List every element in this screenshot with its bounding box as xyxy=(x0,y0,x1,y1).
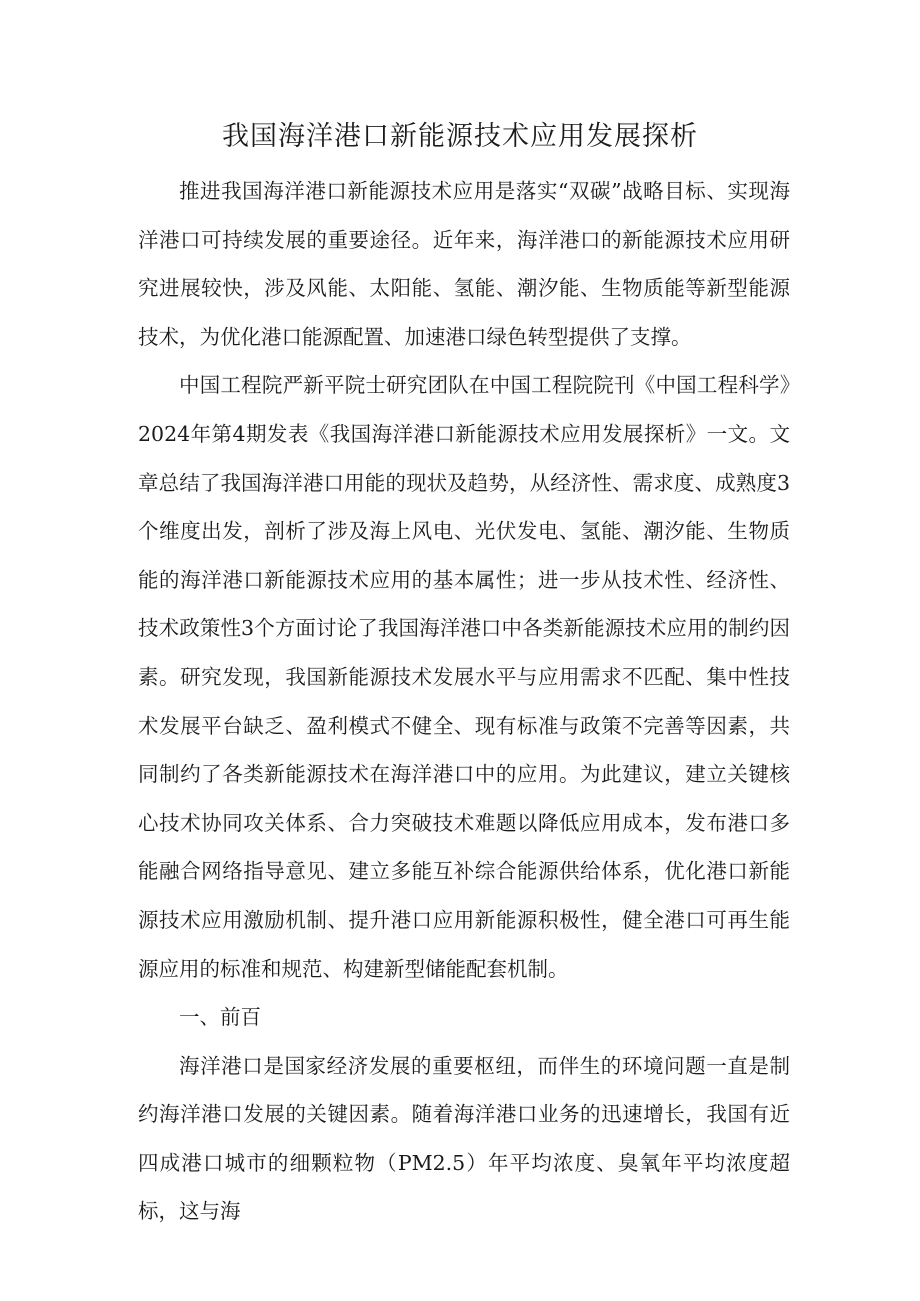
intro-paragraph: 推进我国海洋港口新能源技术应用是落实“双碳”战略目标、实现海洋港口可持续发展的重要途径。近年来，海洋港口的新能源技术应用研究进展较快，涉及风能、太阳能、氢能、潮汐能、生物质能等新型能源技术，为优化港口能源配置、加速港口绿色转型提供了支撑。 xyxy=(138,179,790,349)
document-body xyxy=(138,167,790,1236)
section-heading: 一、前百 xyxy=(179,1005,261,1030)
document-title: 我国海洋港口新能源技术应用发展探析 xyxy=(222,121,698,152)
section-paragraph: 海洋港口是国家经济发展的重要枢纽，而伴生的环境问题一直是制约海洋港口发展的关键因素。随着海洋港口业务的迅速增长，我国有近四成港口城市的细颗粒物（PM2.5）年平均浓度、臭氧年平均浓度超标，这与海 xyxy=(138,1053,790,1224)
summary-paragraph: 中国工程院严新平院士研究团队在中国工程院院刊《中国工程科学》2024年第4期发表《我国海洋港口新能源技术应用发展探析》一文。文章总结了我国海洋港口用能的现状及趋势，从经济性、需求度、成熟度3个维度出发，剖析了涉及海上风电、光伏发电、氢能、潮汐能、生物质能的海洋港口新能源技术应用的基本属性；进一步从技术性、经济性、技术政策性3个方面讨论了我国海洋港口中各类新能源技术应用的制约因素。研究发现，我国新能源技术发展水平与应用需求不匹配、集中性技术发展平台缺乏、盈利模式不健全、现有标准与政策不完善等因素，共同制约了各类新能源技术在海洋港口中的应用。为此建议，建立关键核心技术协同攻关体系、合力突破技术难题以降低应用成本，发布港口多能融合网络指导意见、建立多能互补综合能源供给体系，优化港口新能源技术应用激励机制、提升港口应用新能源积极性，健全港口可再生能源应用的标准和规范、构建新型储能配套机制。 xyxy=(138,373,790,981)
